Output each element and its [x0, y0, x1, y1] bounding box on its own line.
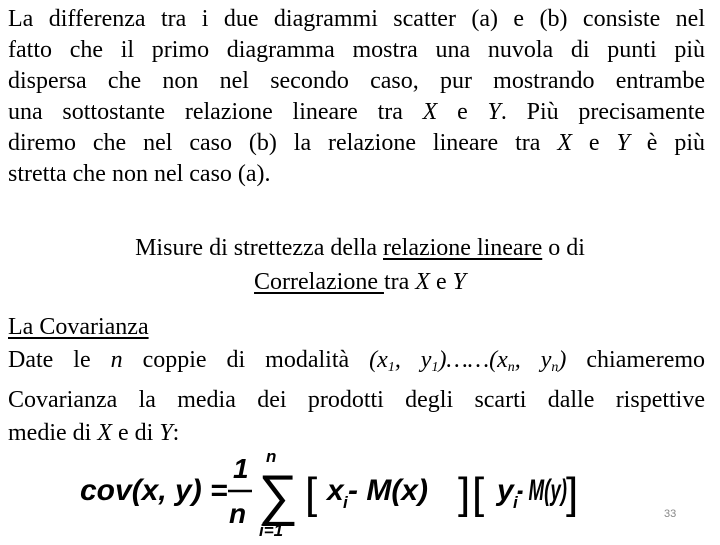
term-x: x [327, 474, 344, 507]
term-x-rest: - M(x) [348, 474, 428, 507]
covariance-paragraph [8, 311, 705, 450]
term-y-rest: - M(y) [517, 474, 568, 507]
intro-line-2: fatto che il primo diagramma mostra una nuvola di punti più [8, 37, 705, 63]
sum-upper-limit: n [266, 448, 277, 466]
section-heading-line-1: Misure di strettezza della relazione lineare o di [135, 235, 585, 261]
covariance-title[interactable]: La Covarianza [8, 314, 149, 340]
formula-svg [80, 448, 580, 540]
close-bracket-2: ] [566, 469, 579, 518]
sum-lower-limit: i=1 [259, 521, 284, 540]
section-heading-line-2: Correlazione tra X e Y [254, 269, 466, 295]
covariance-line-3: medie di X e di Y: [8, 420, 180, 446]
covariance-line-1: Date le n coppie di modalità ($x_1$, $y_1)\dots\dots(x_n$, $y_n$) chiameremo [8, 347, 706, 375]
intro-line-5: diremo che nel caso (b) la relazione lineare tra X e Y è più [8, 130, 705, 156]
formula-numerator: 1 [233, 453, 249, 484]
page-number: 33 [664, 508, 677, 520]
link-correlazione[interactable]: Correlazione [254, 269, 384, 295]
intro-line-1: La differenza tra i due diagrammi scatter (a) e (b) consiste nel [8, 6, 705, 32]
open-bracket-1: [ [305, 469, 318, 518]
open-bracket-2: [ [472, 469, 485, 518]
intro-paragraph [8, 4, 705, 190]
formula-denominator: n [229, 498, 247, 529]
close-bracket-1: ] [458, 469, 471, 518]
intro-line-4: una sottostante relazione lineare tra X e Y. Più precisamente [8, 99, 706, 125]
intro-line-6: stretta che non nel caso (a). [8, 161, 271, 187]
sigma-icon: ∑ [258, 463, 298, 526]
covariance-line-2: Covarianza la media dei prodotti degli scarti dalle rispettive [8, 387, 705, 413]
covariance-formula [80, 448, 580, 538]
intro-line-3: dispersa che non nel secondo caso, pur mostrando entrambe [8, 68, 705, 94]
term-x-subscript: i [343, 493, 348, 512]
term-y-subscript: i [513, 493, 518, 512]
formula-lhs: cov(x, y) = [80, 474, 228, 507]
term-y: y [497, 474, 514, 507]
link-relazione-lineare[interactable]: relazione lineare [383, 235, 543, 261]
